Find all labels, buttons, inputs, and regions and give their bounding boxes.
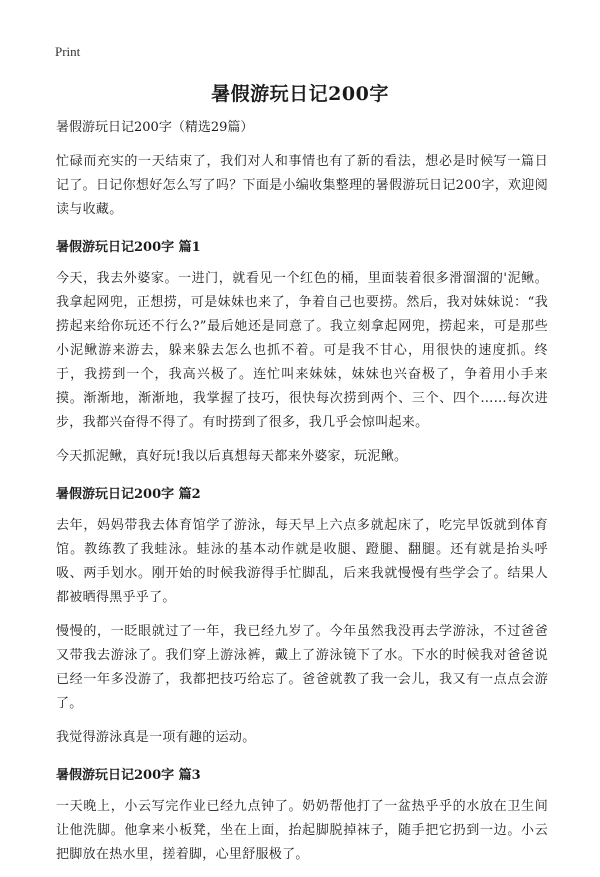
subtitle: 暑假游玩日记200字（精选29篇） <box>56 120 254 135</box>
paragraph: 我觉得游泳真是一项有趣的运动。 <box>56 730 256 745</box>
paragraph: 今天抓泥鳅，真好玩!我以后真想每天都来外婆家，玩泥鳅。 <box>56 449 408 464</box>
intro-paragraph: 忙碌而充实的一天结束了，我们对人和事情也有了新的看法，想必是时候写一篇日记了。日记你想好怎么写了吗？下面是小编收集整理的暑假游玩日记200字，欢迎阅读与收藏。 <box>56 154 548 217</box>
article-body <box>56 118 548 877</box>
paragraph: 慢慢的，一眨眼就过了一年，我已经九岁了。今年虽然我没再去学游泳，不过爸爸又带我去游泳了。我们穿上游泳裤，戴上了游泳镜下了水。下水的时候我对爸爸说已经一年多没游了，我都把技巧给忘了。爸爸就教了我一会儿，我又有一点点会游了。 <box>56 624 548 711</box>
section-heading-1: 暑假游玩日记200字 篇1 <box>56 240 201 255</box>
paragraph: 今天，我去外婆家。一进门，就看见一个红色的桶，里面装着很多滑溜溜的'泥鳅。我拿起网兜，正想捞，可是妹妹也来了，争着自己也要捞。然后，我对妹妹说：“我捞起来给你玩还不行么?”最后她还是同意了。我立刻拿起网兜，捞起来，可是那些小泥鳅游来游去，躲来躲去怎么也抓不着。可是我不甘心，用很快的速度抓。终于，我捞到一个，我高兴极了。连忙叫来妹妹，妹妹也兴奋极了，争着用小手来摸。渐渐地，渐渐地，我掌握了技巧，很快每次捞到两个、三个、四个……每次进步，我都兴奋得不得了。有时捞到了很多，我几乎会惊叫起来。 <box>56 271 548 430</box>
paragraph: 去年，妈妈带我去体育馆学了游泳，每天早上六点多就起床了，吃完早饭就到体育馆。教练教了我蛙泳。蛙泳的基本动作就是收腿、蹬腿、翻腿。还有就是抬头呼吸、两手划水。刚开始的时候我游得手忙脚乱，后来我就慢慢有些学会了。结果人都被晒得黑乎乎了。 <box>56 518 548 605</box>
print-link[interactable]: Print <box>55 44 81 59</box>
page-title: 暑假游玩日记200字 <box>211 83 389 105</box>
section-heading-3: 暑假游玩日记200字 篇3 <box>56 768 201 783</box>
paragraph: 一天晚上，小云写完作业已经九点钟了。奶奶帮他打了一盆热乎乎的水放在卫生间让他洗脚。他拿来小板凳，坐在上面，抬起脚脱掉袜子，随手把它扔到一边。小云把脚放在热水里，搓着脚，心里舒服极了。 <box>56 799 548 862</box>
section-heading-2: 暑假游玩日记200字 篇2 <box>56 487 201 502</box>
